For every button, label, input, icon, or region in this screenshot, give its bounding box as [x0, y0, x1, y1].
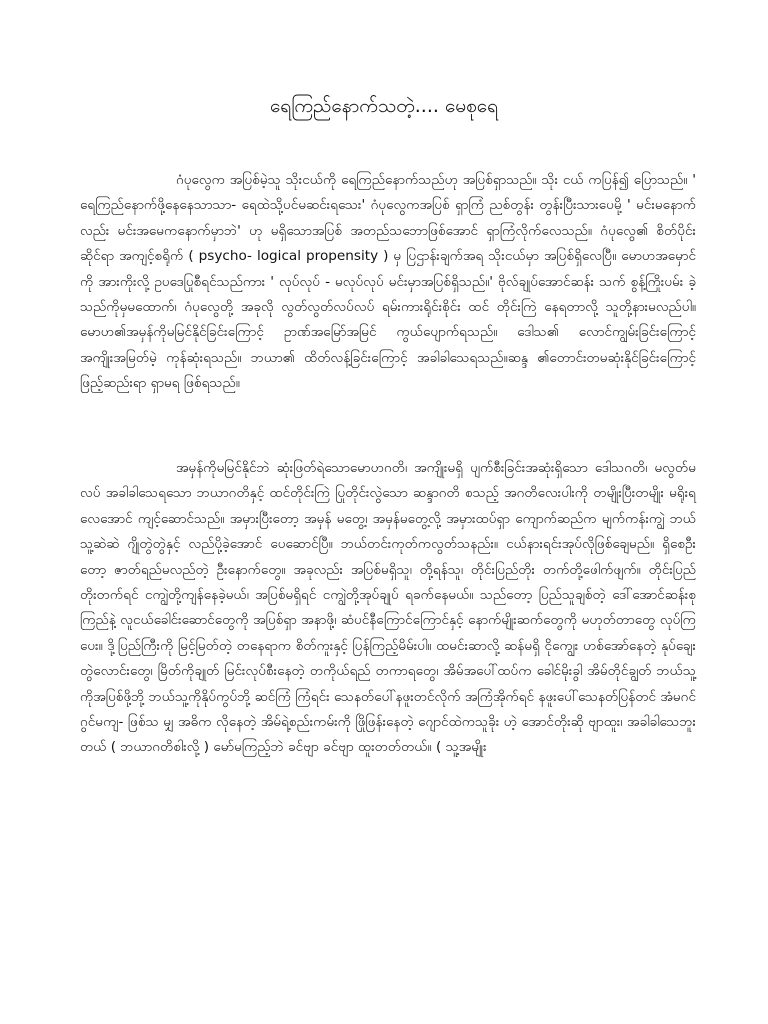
document-title: ရေကြည်နောက်သတဲ့.... မေစုရေ	[269, 95, 499, 117]
paragraph-2: အမှန်ကိုမမြင်နိုင်ဘဲ ဆုံးဖြတ်ရဲသောမောဟဂတိ၊ အကျိုးမရှိ ပျက်စီးခြင်းအဆုံးရှိသော ဒေါသဂတိ၊ မလွတ်မလပ် အခါခါသေရသော ဘယာဂတိနှင့် ထင်တိုင်းကြဲ ပြုတိုင်းလွဲသော ဆန္ဒာဂတိ စသည့် အဂတိလေးပါးကို တမျိုးပြီးတမျိုး မရိုးရလေအောင် ကျင့်ဆောင်သည်။ အမှားပြီးတော့ အမှန် မတွေ့၊ အမှန်မတွေ့လို့ အမှားထပ်ရှာ ကျောက်ဆည်က မျက်ကန်းကျွဲ ဘယ်သူ့ဆဲဆဲ ဂျိုတွဲတွဲနှင့် လည်ပို့ခဲ့အောင် ပေဆောင်ပြီ။ ဘယ်တင်းကုတ်ကလွတ်သနည်း။ ငယ်နားရင်းအုပ်လိုဖြစ်ချေမည်။ ရှိစေဦးတော့ ဇာတ်ရည်မလည်တဲ့ ဦးနောက်တွေ။ အခုလည်း အပြစ်မရှိသူ၊ တို့ရန်သူ၊ တိုင်းပြည်တိုး တက်တို့ဖေါက်ဖျက်။ တိုင်းပြည်တိုးတက်ရင် ငကျွဲတို့ကျန်နေခဲ့မယ်၊ အပြစ်မရှိရင် ငကျွဲတို့အုပ်ချုပ် ရခက်နေမယ်။ သည်တော့ ပြည်သူချစ်တဲ့ ဒေါ်အောင်ဆန်းစုကြည်နဲ့ လူငယ်ခေါင်းဆောင်တွေကို အပြစ်ရှာ အနာဖို့၊ ဆံပင်နီကြောင်ကြောင်နှင့် နောက်မျိုးဆက်တွေကို မဟုတ်တာတွေ လုပ်ကြပေး။ ဒို့ပြည်ကြီးကို မြင့်မြတ်တဲ့ တနေရာက စိတ်ကူးနှင့် ပြန်ကြည့်မိမ်းပါ။ ထမင်းဆာလို့ ဆန်မရှိ ငိုကျွေး ဟစ်အော်နေတဲ့ နုပ်ချေးတွဲလောင်းတွေ၊ မြိတ်ကိုချုတ် မြင်းလုပ်စီးနေတဲ့ တကိုယ်ရည် တကာရတွေ၊ အိမ်အပေါ်ထပ်က ခေါင်မိုးခွါ အိမ်တိုင်ချွတ် ဘယ်သူ့ကိုအပြစ်ဖို့ဘို့ ဘယ်သူ့ကိုနိုပ်ကွပ်ဘို့ ဆင်ကြံ ကြံရင်း သေနတ်ပေါ်နဖူးတင်လိုက် အကြံအိုက်ရင် နဖူးပေါ်သေနတ်ပြန်တင် အံမဂင် ဂွင်မကျ- ဖြစ်သ မျှ အဓိက လိုနေတဲ့ အိမ်ရဲ့စည်းကမ်းကို ဖြိုဖြန်းနေတဲ့ ဂျောင်ထဲကသူခိုး ဟဲ့ အောင်တိုးဆို ဗျာထူး၊ အခါခါသေဘူးတယ် ( ဘယာဂတိစါးလို့ ) မော်မကြည့်ဘဲ ခင်ဗျာ ခင်ဗျာ ထူးတတ်တယ်။ ( သူ့အမျိုး	[80, 460, 696, 756]
paragraph-1: ဂံပုလွေက အပြစ်မဲ့သူ သိုးငယ်ကို ရေကြည်နောက်သည်ဟု အပြစ်ရှာသည်။ သိုး ငယ် ကပြန်၍ ပြောသည်။ ' ရေကြည်နောက်ဖို့နေနေသာသာ- ရေထဲသို့ပင်မဆင်းရသေး' ဂံပုလွေကအပြစ် ရှာကြံ ညစ်တွန်း တွန်းပြီးသားပေမို့ ' မင်းမနောက်လည်း မင်းအမေကနောက်မှာဘဲ' ဟု မရှိသောအပြစ် အတည်သဘောဖြစ်အောင် ရှာကြံလိုက်လေသည်။ ဂံပုလွေ၏ စိတ်ပိုင်းဆိုင်ရာ အကျင့်စရိုက် ( psycho- logical propensity ) မှ ပြဌာန်းချက်အရ သိုးငယ်မှာ အပြစ်ရှိလေပြီ။ မောဟအမှောင်ကို အားကိုးလို့ ဥပဒေပြုစီရင်သည်ကား ' လုပ်လုပ် - မလုပ်လုပ် မင်းမှာအပြစ်ရှိသည်။' ဗိုလ်ချုပ်အောင်ဆန်း သက် စွန့်ကြိုးပမ်း ခဲ့သည်ကိုမှမထောက်၊ ဂံပုလွေတို့ အခုလို လွတ်လွတ်လပ်လပ် ရမ်းကားရိုင်းစိုင်း ထင် တိုင်းကြဲ နေရတာလို့ သူတို့နားမလည်ပါ။ မောဟ၏အမှန်ကိုမမြင်နိုင်ခြင်းကြောင့် ဥာဏ်အမြော်အမြင် ကွယ်ပျောက်ရသည်။ ဒေါသ၏ လောင်ကျွမ်းခြင်းကြောင့် အကျိုးအမြတ်မဲ့ ကုန်ဆုံးရသည်။ ဘယာ၏ ထိတ်လန့်ခြင်းကြောင့် အခါခါသေရသည်။ဆန္ဒ ၏တောင်းတမဆုံးနိုင်ခြင်းကြောင့် ဖြည့်ဆည်းရာ ရှာမရ ဖြစ်ရသည်။	[80, 172, 696, 392]
